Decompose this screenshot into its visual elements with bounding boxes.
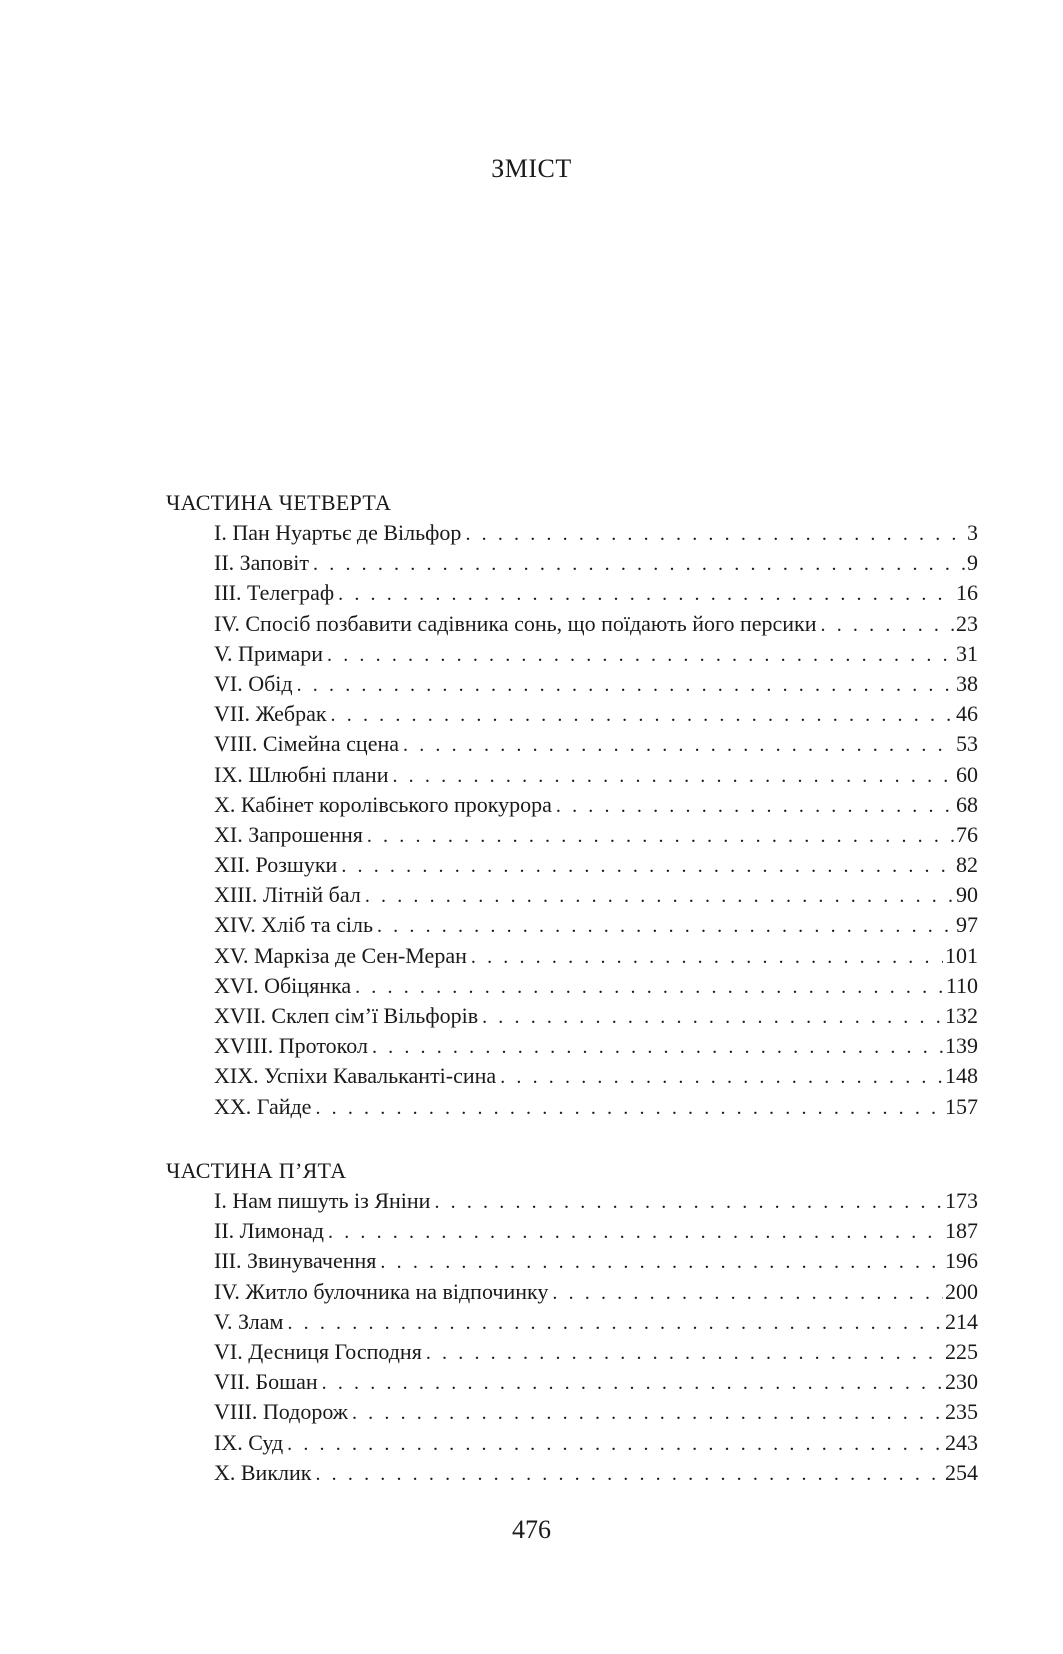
- toc-entry-page: 82: [956, 852, 978, 878]
- toc-entry-page: 214: [945, 1308, 978, 1334]
- dot-leader: [471, 942, 943, 972]
- toc-entry: [166, 578, 978, 608]
- page-title: ЗМІСТ: [491, 154, 572, 183]
- dot-leader: [322, 1368, 943, 1398]
- toc-entry: [166, 1216, 978, 1246]
- dot-leader: [552, 1278, 943, 1308]
- toc-entry: [166, 729, 978, 759]
- toc-entry-title: III. Звинувачення: [214, 1248, 377, 1274]
- toc-entry-page: 196: [945, 1248, 978, 1274]
- toc-entry-page: 101: [945, 942, 978, 968]
- toc-entry-page: 16: [956, 580, 978, 606]
- toc-entry-page: 230: [945, 1369, 978, 1395]
- toc-entry: [166, 820, 978, 850]
- dot-leader: [556, 791, 954, 821]
- dot-leader: [315, 1093, 943, 1123]
- toc-entry-title: VI. Обід: [214, 670, 293, 696]
- toc-list: [166, 518, 978, 1122]
- toc-entry: [166, 1367, 978, 1397]
- toc-entry-title: IV. Житло булочника на відпочинку: [214, 1278, 549, 1304]
- dot-leader: [434, 1187, 943, 1217]
- page-number: 476: [512, 1515, 551, 1544]
- toc-entry-title: XIX. Успіхи Кавальканті-сина: [214, 1063, 497, 1089]
- toc-entry: [166, 850, 978, 880]
- toc-entry-title: XIV. Хліб та сіль: [214, 912, 373, 938]
- dot-leader: [287, 1308, 943, 1338]
- toc-entry-title: IV. Спосіб позбавити садівника сонь, що поїдають його персики: [214, 610, 817, 636]
- toc-entry-title: XVII. Склеп сім’ї Вільфорів: [214, 1003, 479, 1028]
- dot-leader: [352, 1398, 943, 1428]
- toc-entry-page: 243: [945, 1429, 978, 1455]
- toc-entry: [166, 639, 978, 669]
- toc-entry-page: 60: [956, 761, 978, 787]
- dot-leader: [331, 700, 954, 730]
- toc-entry-page: 76: [956, 821, 978, 847]
- dot-leader: [426, 1338, 943, 1368]
- toc-entry-page: 200: [945, 1278, 978, 1304]
- dot-leader: [482, 1002, 943, 1032]
- toc-entry: [166, 1428, 978, 1458]
- dot-leader: [500, 1062, 943, 1092]
- dot-leader: [392, 761, 954, 791]
- toc-entry-title: X. Виклик: [214, 1459, 312, 1485]
- dot-leader: [315, 1459, 943, 1489]
- toc-entry-page: 68: [956, 791, 978, 817]
- part-five-section: [166, 1156, 978, 1488]
- toc-entry: [166, 609, 978, 639]
- toc-entry: [166, 1458, 978, 1488]
- toc-entry-page: 38: [956, 670, 978, 696]
- dot-leader: [341, 851, 954, 881]
- toc-entry-page: 9: [967, 550, 978, 576]
- part-heading: ЧАСТИНА П’ЯТА: [166, 1158, 347, 1183]
- toc-entry-title: V. Примари: [214, 640, 324, 666]
- dot-leader: [403, 730, 954, 760]
- toc-entry-title: IX. Шлюбні плани: [214, 761, 389, 787]
- toc-entry-title: XV. Маркіза де Сен-Меран: [214, 942, 467, 968]
- toc-entry-page: 90: [956, 882, 978, 908]
- toc-entry-page: 254: [945, 1459, 978, 1485]
- toc-entry: [166, 1307, 978, 1337]
- toc-entry: [166, 760, 978, 790]
- toc-entry: [166, 548, 978, 578]
- dot-leader: [365, 881, 954, 911]
- toc-entry-title: II. Лимонад: [214, 1218, 324, 1244]
- toc-entry: [166, 790, 978, 820]
- toc-entry: [166, 1246, 978, 1276]
- toc-entry-page: 3: [967, 520, 978, 545]
- dot-leader: [328, 1217, 943, 1247]
- toc-entry-title: III. Телеграф: [214, 580, 335, 606]
- dot-leader: [287, 1429, 943, 1459]
- dot-leader: [372, 1032, 943, 1062]
- toc-entry-page: 46: [956, 701, 978, 727]
- toc-entry-page: 173: [945, 1188, 978, 1213]
- toc-entry-page: 187: [945, 1218, 978, 1244]
- dot-leader: [355, 972, 944, 1002]
- toc-entry-page: 53: [956, 731, 978, 757]
- toc-entry-page: 139: [945, 1033, 978, 1059]
- part-heading: ЧАСТИНА ЧЕТВЕРТА: [166, 490, 392, 515]
- toc-entry-title: II. Заповіт: [214, 550, 310, 576]
- toc-entry-page: 31: [956, 640, 978, 666]
- dot-leader: [465, 519, 965, 549]
- toc-entry-title: XX. Гайде: [214, 1093, 312, 1119]
- toc-entry: [166, 518, 978, 548]
- toc-entry: [166, 1001, 978, 1031]
- toc-entry-title: XII. Розшуки: [214, 852, 338, 878]
- toc-entry-title: V. Злам: [214, 1308, 284, 1334]
- toc-entry-page: 110: [945, 972, 978, 998]
- toc-entry-page: 132: [945, 1003, 978, 1028]
- toc-entry: [166, 1031, 978, 1061]
- toc-entry: [166, 1277, 978, 1307]
- dot-leader: [821, 610, 954, 640]
- toc-entry-page: 97: [956, 912, 978, 938]
- toc-entry-page: 157: [945, 1093, 978, 1119]
- toc-entry: [166, 880, 978, 910]
- toc-entry: [166, 1397, 978, 1427]
- toc-entry: [166, 941, 978, 971]
- toc-entry: [166, 971, 978, 1001]
- toc-entry: [166, 669, 978, 699]
- toc-entry-title: VIII. Подорож: [214, 1399, 348, 1425]
- dot-leader: [367, 821, 954, 851]
- toc-entry-title: VII. Бошан: [214, 1369, 318, 1395]
- toc-entry-title: IX. Суд: [214, 1429, 284, 1455]
- toc-entry-title: I. Пан Нуартьє де Вільфор: [214, 520, 462, 545]
- part-four-section: [166, 488, 978, 1122]
- toc-entry-title: XIII. Літній бал: [214, 882, 361, 908]
- dot-leader: [327, 640, 954, 670]
- dot-leader: [380, 1247, 943, 1277]
- toc-entry-page: 23: [956, 610, 978, 636]
- toc-entry: [166, 1186, 978, 1216]
- toc-entry-title: I. Нам пишуть із Яніни: [214, 1188, 431, 1213]
- toc-entry-title: X. Кабінет королівського прокурора: [214, 791, 552, 817]
- toc-entry-title: XVIII. Протокол: [214, 1033, 368, 1059]
- toc-entry: [166, 1337, 978, 1367]
- toc-entry: [166, 1092, 978, 1122]
- toc-entry-title: VII. Жебрак: [214, 701, 327, 727]
- toc-entry-page: 225: [945, 1338, 978, 1364]
- toc-entry: [166, 910, 978, 940]
- toc-entry-title: VI. Десниця Господня: [214, 1338, 422, 1364]
- toc-entry-page: 235: [945, 1399, 978, 1425]
- toc-entry: [166, 699, 978, 729]
- toc-entry-page: 148: [945, 1063, 978, 1089]
- dot-leader: [338, 579, 954, 609]
- toc-entry-title: XI. Запрошення: [214, 821, 363, 847]
- toc-entry-title: XVI. Обіцянка: [214, 972, 352, 998]
- dot-leader: [377, 911, 954, 941]
- dot-leader: [297, 670, 954, 700]
- toc-entry-title: VIII. Сімейна сцена: [214, 731, 399, 757]
- dot-leader: [313, 549, 965, 579]
- toc-entry: [166, 1061, 978, 1091]
- toc-list: [166, 1186, 978, 1488]
